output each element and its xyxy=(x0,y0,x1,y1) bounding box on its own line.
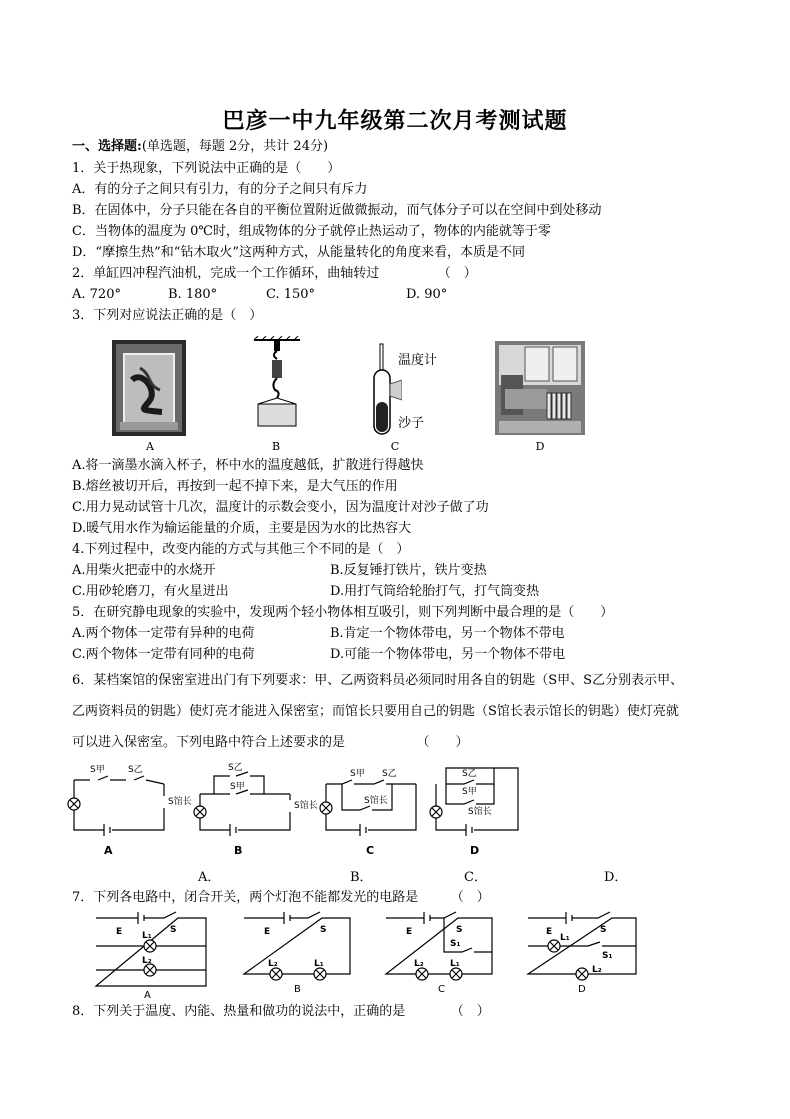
q2-option-a: A. 720° xyxy=(72,287,121,302)
q6-fig-label-a: A xyxy=(104,844,113,857)
q7c-l1: L₁ xyxy=(450,959,460,969)
q7b-s: S xyxy=(320,925,327,935)
q6c-s-jia: S甲 xyxy=(350,769,365,779)
q7-fig-label-b: B xyxy=(294,984,301,995)
q7a-l2: L₂ xyxy=(142,956,152,966)
q3-option-d: D.暖气用水作为输运能量的介质，主要是因为水的比热容大 xyxy=(72,521,412,536)
q7b-e: E xyxy=(264,927,271,937)
q3-figure-b-lead-cylinders xyxy=(250,336,304,436)
q6a-s-jia: S甲 xyxy=(90,765,105,775)
q6-fig-label-c: C xyxy=(366,844,375,857)
q6d-s-yi: S乙 xyxy=(462,769,477,779)
sand-label: 沙子 xyxy=(398,416,425,431)
q1-option-b: B．在固体中，分子只能在各自的平衡位置附近做微振动，而气体分子可以在空间中到处移动 xyxy=(72,203,602,218)
q4-stem: 4.下列过程中，改变内能的方式与其他三个不同的是（ ） xyxy=(72,542,410,557)
q6a-s-guan: S馆长 xyxy=(168,797,192,807)
q5-stem: 5．在研究静电现象的实验中，发现两个轻小物体相互吸引，则下列判断中最合理的是（ ） xyxy=(72,605,614,620)
q6d-s-jia: S甲 xyxy=(462,787,477,797)
q4-option-c: C.用砂轮磨刀，有火星迸出 xyxy=(72,584,229,599)
q7d-e: E xyxy=(546,927,553,937)
q3-figure-c-test-tube xyxy=(362,340,402,438)
q6c-s-guan: S馆长 xyxy=(364,796,388,806)
q6-circuits-figure xyxy=(64,762,534,862)
q1-stem: 1．关于热现象，下列说法中正确的是（ ） xyxy=(72,161,341,176)
q6-stem-line1: 6．某档案馆的保密室进出门有下列要求：甲、乙两资料员必须同时用各自的钥匙（S甲、S乙分别表示甲、 xyxy=(72,673,684,688)
q6b-s-jia: S甲 xyxy=(230,782,245,792)
q7-circuits-figure xyxy=(88,908,648,1000)
q7-stem: 7．下列各电路中，闭合开关，两个灯泡不能都发光的电路是 （ ） xyxy=(72,890,490,905)
q6-fig-label-d: D xyxy=(470,844,480,857)
q7-fig-label-a: A xyxy=(144,990,151,1000)
q6d-s-guan: S馆长 xyxy=(468,807,492,817)
q7a-l1: L₁ xyxy=(142,931,152,941)
q4-option-a: A.用柴火把壶中的水烧开 xyxy=(72,563,216,578)
q6-stem-line3: 可以进入保密室。下列电路中符合上述要求的是 （ ） xyxy=(72,735,469,750)
q1-option-a: A．有的分子之间只有引力，有的分子之间只有斥力 xyxy=(72,182,368,197)
q7a-e: E xyxy=(116,927,123,937)
q5-options-row1 xyxy=(72,626,565,642)
q3-figure-a-ink-beaker xyxy=(112,340,186,436)
q5-option-c: C.两个物体一定带有同种的电荷 xyxy=(72,647,255,662)
q2-options xyxy=(72,287,447,303)
q7d-l2: L₂ xyxy=(592,965,602,975)
q6-option-d: D． xyxy=(604,870,628,885)
q2-option-c: C. 150° xyxy=(266,287,316,302)
q4-option-d: D.用打气筒给轮胎打气，打气筒变热 xyxy=(330,584,540,599)
q5-option-a: A.两个物体一定带有异种的电荷 xyxy=(72,626,255,641)
q6b-s-yi: S乙 xyxy=(228,763,243,773)
q7c-e: E xyxy=(406,927,413,937)
q5-option-b: B.肯定一个物体带电，另一个物体不带电 xyxy=(330,626,565,641)
q4-options-row2 xyxy=(72,584,539,600)
q7-fig-label-c: C xyxy=(438,984,445,995)
q7c-s1: S₁ xyxy=(450,939,461,949)
section-heading xyxy=(72,139,328,155)
thermometer-label: 温度计 xyxy=(398,353,438,368)
q2-stem: 2．单缸四冲程汽油机，完成一个工作循环，曲轴转过 （ ） xyxy=(72,266,477,281)
q2-option-d: D. 90° xyxy=(406,287,448,302)
q3-figure-d-radiator-room xyxy=(495,341,585,435)
q6-option-c: C． xyxy=(464,870,487,885)
q7a-s: S xyxy=(170,925,177,935)
q7d-s: S xyxy=(600,925,607,935)
q6-stem-line2: 乙两资料员的钥匙）使灯亮才能进入保密室；而馆长只要用自己的钥匙（S馆长表示馆长的钥匙）使灯亮就 xyxy=(72,704,679,719)
q7d-l1: L₁ xyxy=(560,933,570,943)
q3-option-b: B.熔丝被切开后，再按到一起不掉下来，是大气压的作用 xyxy=(72,479,398,494)
q6-fig-label-b: B xyxy=(234,844,243,857)
q6c-s-yi: S乙 xyxy=(382,769,397,779)
q5-option-d: D.可能一个物体带电，另一个物体不带电 xyxy=(330,647,566,662)
q7c-s: S xyxy=(456,925,463,935)
q1-option-d: D．“摩擦生热”和“钻木取火”这两种方式，从能量转化的角度来看，本质是不同 xyxy=(72,245,526,260)
q4-options-row1 xyxy=(72,563,487,579)
q8-stem: 8．下列关于温度、内能、热量和做功的说法中，正确的是 （ ） xyxy=(72,1004,490,1019)
q4-option-b: B.反复锤打铁片，铁片变热 xyxy=(330,563,487,578)
page-title: 巴彦一中九年级第二次月考测试题 xyxy=(222,109,568,134)
q3-figure-a-label: A xyxy=(146,440,154,453)
q3-figure-d-label: D xyxy=(535,440,545,453)
section-note: (单选题，每题 2分，共计 24分) xyxy=(141,139,329,154)
q5-options-row2 xyxy=(72,647,565,663)
q6-options xyxy=(198,870,627,886)
q6-option-a: A． xyxy=(198,870,221,885)
q6b-s-guan: S馆长 xyxy=(294,801,318,811)
section-label: 一、选择题: xyxy=(72,139,142,154)
q6a-s-yi: S乙 xyxy=(128,765,143,775)
q7d-s1: S₁ xyxy=(602,951,613,961)
q1-option-c: C．当物体的温度为 0℃时，组成物体的分子就停止热运动了，物体的内能就等于零 xyxy=(72,224,551,239)
q3-option-a: A.将一滴墨水滴入杯子，杯中水的温度越低，扩散进行得越快 xyxy=(72,458,424,473)
q7-fig-label-d: D xyxy=(578,984,586,995)
q3-figure-b-label: B xyxy=(271,440,281,453)
q2-option-b: B. 180° xyxy=(168,287,218,302)
q7b-l1: L₁ xyxy=(314,959,324,969)
q7b-l2: L₂ xyxy=(268,959,278,969)
q3-option-c: C.用力晃动试管十几次，温度计的示数会变小，因为温度计对沙子做了功 xyxy=(72,500,489,515)
q3-stem: 3．下列对应说法正确的是（ ） xyxy=(72,308,263,323)
q6-option-b: B． xyxy=(350,870,373,885)
q7c-l2: L₂ xyxy=(414,959,424,969)
q3-figure-c-label: C xyxy=(390,440,400,453)
